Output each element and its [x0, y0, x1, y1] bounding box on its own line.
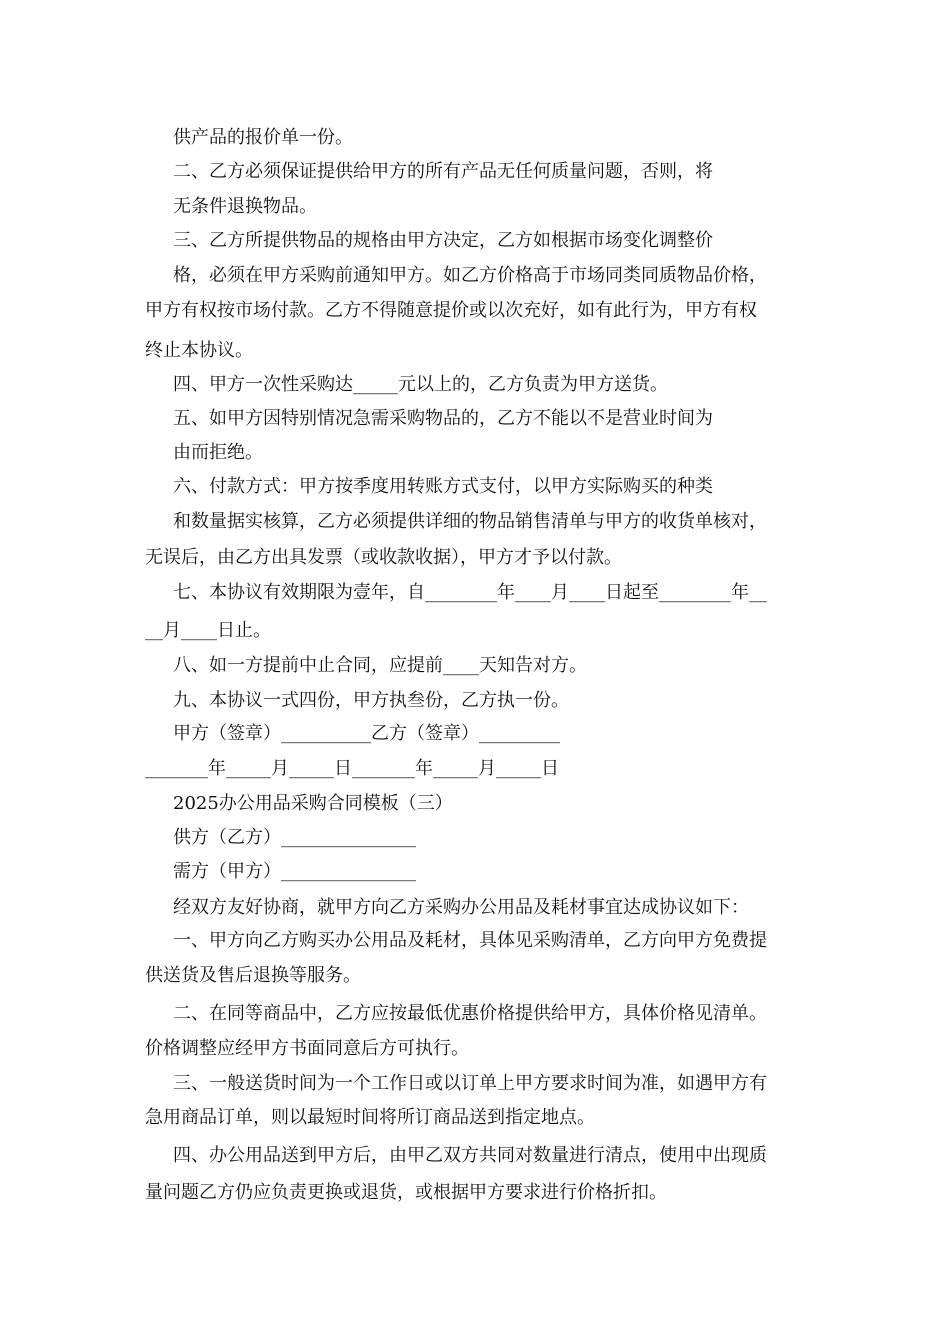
- text-line: 三、乙方所提供物品的规格由甲方决定，乙方如根据市场变化调整价: [173, 230, 713, 251]
- text-line: 八、如一方提前中止合同，应提前____天知告对方。: [173, 655, 587, 676]
- text-line: 格，必须在甲方采购前通知甲方。如乙方价格高于市场同类同质物品价格，: [173, 265, 767, 286]
- text-line: 二、乙方必须保证提供给甲方的所有产品无任何质量问题，否则，将: [173, 161, 713, 182]
- buyer-line: 需方（甲方）_______________: [173, 861, 416, 882]
- text-line: __月____日止。: [145, 620, 271, 641]
- text-line: 六、付款方式：甲方按季度用转账方式支付，以甲方实际购买的种类: [173, 476, 713, 497]
- text-line: 无误后，由乙方出具发票（或收款收据），甲方才予以付款。: [145, 547, 622, 568]
- text-line: 供送货及售后退换等服务。: [145, 965, 361, 986]
- text-line: 价格调整应经甲方书面同意后方可执行。: [145, 1038, 469, 1059]
- text-line: 七、本协议有效期限为壹年，自________年____月____日起至________年__: [173, 582, 767, 603]
- text-line: 急用商品订单，则以最短时间将所订商品送到指定地点。: [145, 1107, 595, 1128]
- section-title: 2025办公用品采购合同模板（三）: [173, 793, 453, 814]
- date-line: _______年_____月_____日_______年_____月_____日: [145, 758, 559, 779]
- text-line: 量问题乙方仍应负责更换或退货，或根据甲方要求进行价格折扣。: [145, 1182, 667, 1203]
- text-line: 四、办公用品送到甲方后，由甲乙双方共同对数量进行清点，使用中出现质: [173, 1145, 767, 1166]
- text-line: 三、一般送货时间为一个工作日或以订单上甲方要求时间为准，如遇甲方有: [173, 1073, 767, 1094]
- text-line: 甲方有权按市场付款。乙方不得随意提价或以次充好，如有此行为，甲方有权: [145, 300, 757, 321]
- text-line: 一、甲方向乙方购买办公用品及耗材，具体见采购清单，乙方向甲方免费提: [173, 930, 767, 951]
- signature-line: 甲方（签章）__________乙方（签章）_________: [173, 723, 560, 744]
- supplier-line: 供方（乙方）_______________: [173, 827, 416, 848]
- text-line: 经双方友好协商，就甲方向乙方采购办公用品及耗材事宜达成协议如下：: [173, 897, 749, 918]
- text-line: 和数量据实核算，乙方必须提供详细的物品销售清单与甲方的收货单核对，: [173, 511, 767, 532]
- text-line: 无条件退换物品。: [173, 196, 317, 217]
- text-line: 供产品的报价单一份。: [173, 127, 353, 148]
- text-line: 二、在同等商品中，乙方应按最低优惠价格提供给甲方，具体价格见清单。: [173, 1003, 767, 1024]
- text-line: 终止本协议。: [145, 340, 253, 361]
- text-line: 由而拒绝。: [173, 442, 263, 463]
- text-line: 九、本协议一式四份，甲方执叁份，乙方执一份。: [173, 690, 569, 711]
- text-line: 五、如甲方因特别情况急需采购物品的，乙方不能以不是营业时间为: [173, 408, 713, 429]
- text-line: 四、甲方一次性采购达_____元以上的，乙方负责为甲方送货。: [173, 374, 668, 395]
